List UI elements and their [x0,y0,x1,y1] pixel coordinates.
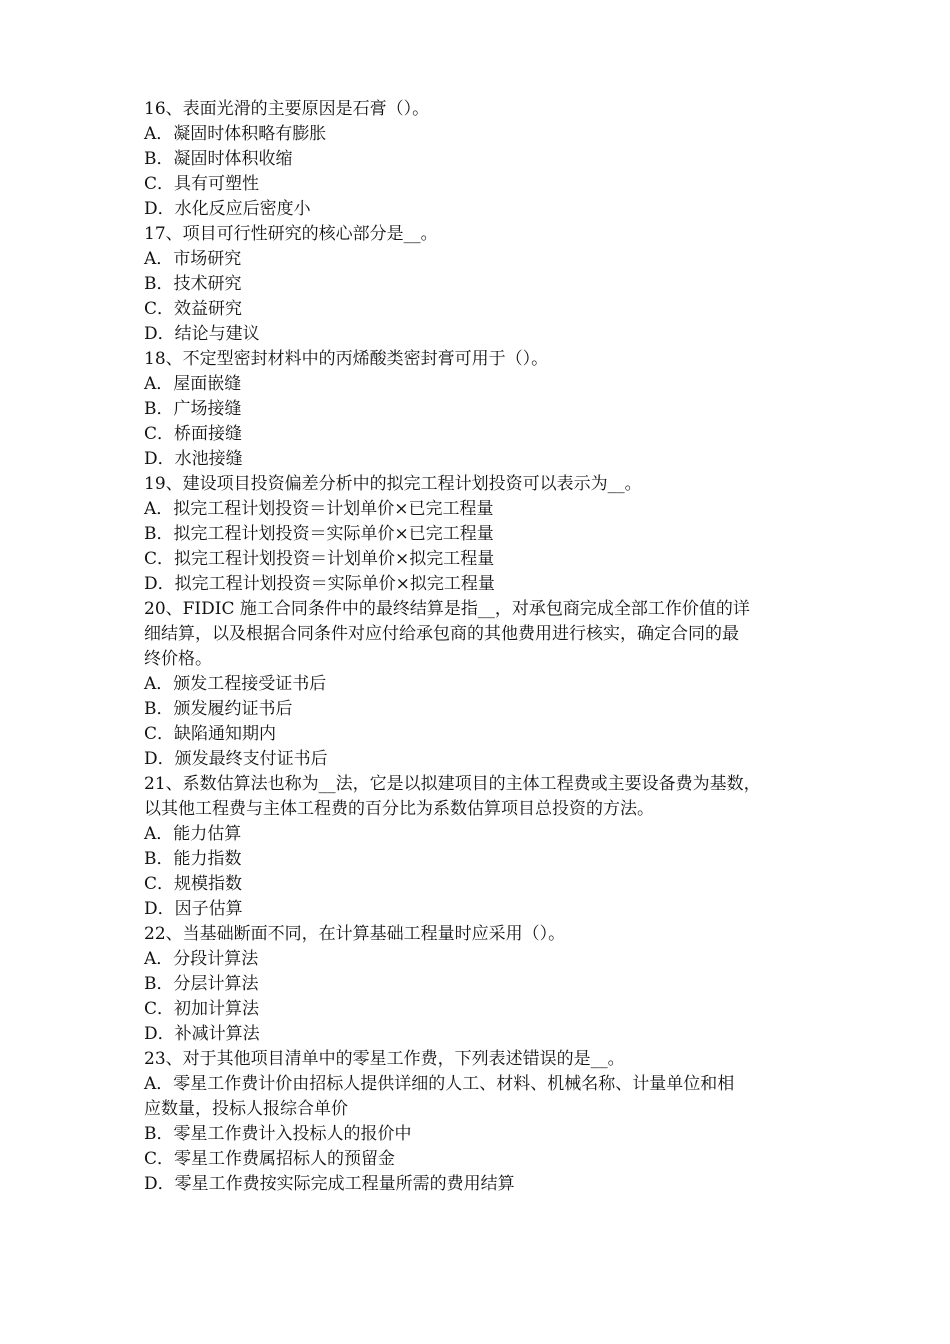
question-19-stem: 19、建设项目投资偏差分析中的拟完工程计划投资可以表示为__。 [144,474,642,494]
question-19-option-b: B．拟完工程计划投资＝实际单价×已完工程量 [144,524,494,544]
question-22-option-d: D．补减计算法 [144,1024,260,1044]
question-22-option-c: C．初加计算法 [144,999,260,1019]
question-20-stem-line-2: 细结算，以及根据合同条件对应付给承包商的其他费用进行核实，确定合同的最 [144,624,739,644]
question-23-option-b: B．零星工作费计入投标人的报价中 [144,1124,412,1144]
question-17-option-c: C．效益研究 [144,299,243,319]
question-20-stem-line-1: 20、FIDIC 施工合同条件中的最终结算是指__，对承包商完成全部工作价值的详 [144,599,750,619]
question-18-option-c: C．桥面接缝 [144,424,243,444]
question-20-option-c: C．缺陷通知期内 [144,724,277,744]
question-19-option-a: A．拟完工程计划投资＝计划单价×已完工程量 [144,499,494,519]
question-18-option-b: B．广场接缝 [144,399,242,419]
question-17-option-d: D．结论与建议 [144,324,260,344]
question-21-option-d: D．因子估算 [144,899,243,919]
question-22-option-b: B．分层计算法 [144,974,259,994]
question-19-option-d: D．拟完工程计划投资＝实际单价×拟完工程量 [144,574,495,594]
question-20-option-d: D．颁发最终支付证书后 [144,749,328,769]
question-21-option-a: A．能力估算 [144,824,242,844]
question-23-option-a-line-1: A．零星工作费计价由招标人提供详细的人工、材料、机械名称、计量单位和相 [144,1074,735,1094]
question-23-option-a-line-2: 应数量，投标人报综合单价 [144,1099,348,1119]
question-21-option-b: B．能力指数 [144,849,242,869]
question-18-option-a: A．屋面嵌缝 [144,374,242,394]
question-19-option-c: C．拟完工程计划投资＝计划单价×拟完工程量 [144,549,495,569]
question-23-option-c: C．零星工作费属招标人的预留金 [144,1149,396,1169]
question-20-stem-line-3: 终价格。 [144,649,212,669]
question-21-option-c: C．规模指数 [144,874,243,894]
question-16-stem: 16、表面光滑的主要原因是石膏（）。 [144,99,430,119]
question-17-option-a: A．市场研究 [144,249,242,269]
question-22-option-a: A．分段计算法 [144,949,259,969]
document-body [144,97,814,1197]
question-17-option-b: B．技术研究 [144,274,242,294]
question-22-stem: 22、当基础断面不同，在计算基础工程量时应采用（）。 [144,924,566,944]
question-17-stem: 17、项目可行性研究的核心部分是__。 [144,224,438,244]
question-23-stem: 23、对于其他项目清单中的零星工作费，下列表述错误的是__。 [144,1049,625,1069]
question-16-option-c: C．具有可塑性 [144,174,260,194]
question-20-option-a: A．颁发工程接受证书后 [144,674,327,694]
question-16-option-a: A．凝固时体积略有膨胀 [144,124,327,144]
question-21-stem-line-1: 21、系数估算法也称为__法，它是以拟建项目的主体工程费或主要设备费为基数， [144,774,761,794]
question-18-stem: 18、不定型密封材料中的丙烯酸类密封膏可用于（）。 [144,349,549,369]
question-16-option-d: D．水化反应后密度小 [144,199,311,219]
question-21-stem-line-2: 以其他工程费与主体工程费的百分比为系数估算项目总投资的方法。 [144,799,654,819]
question-18-option-d: D．水池接缝 [144,449,243,469]
question-23-option-d: D．零星工作费按实际完成工程量所需的费用结算 [144,1174,515,1194]
question-16-option-b: B．凝固时体积收缩 [144,149,293,169]
question-20-option-b: B．颁发履约证书后 [144,699,293,719]
